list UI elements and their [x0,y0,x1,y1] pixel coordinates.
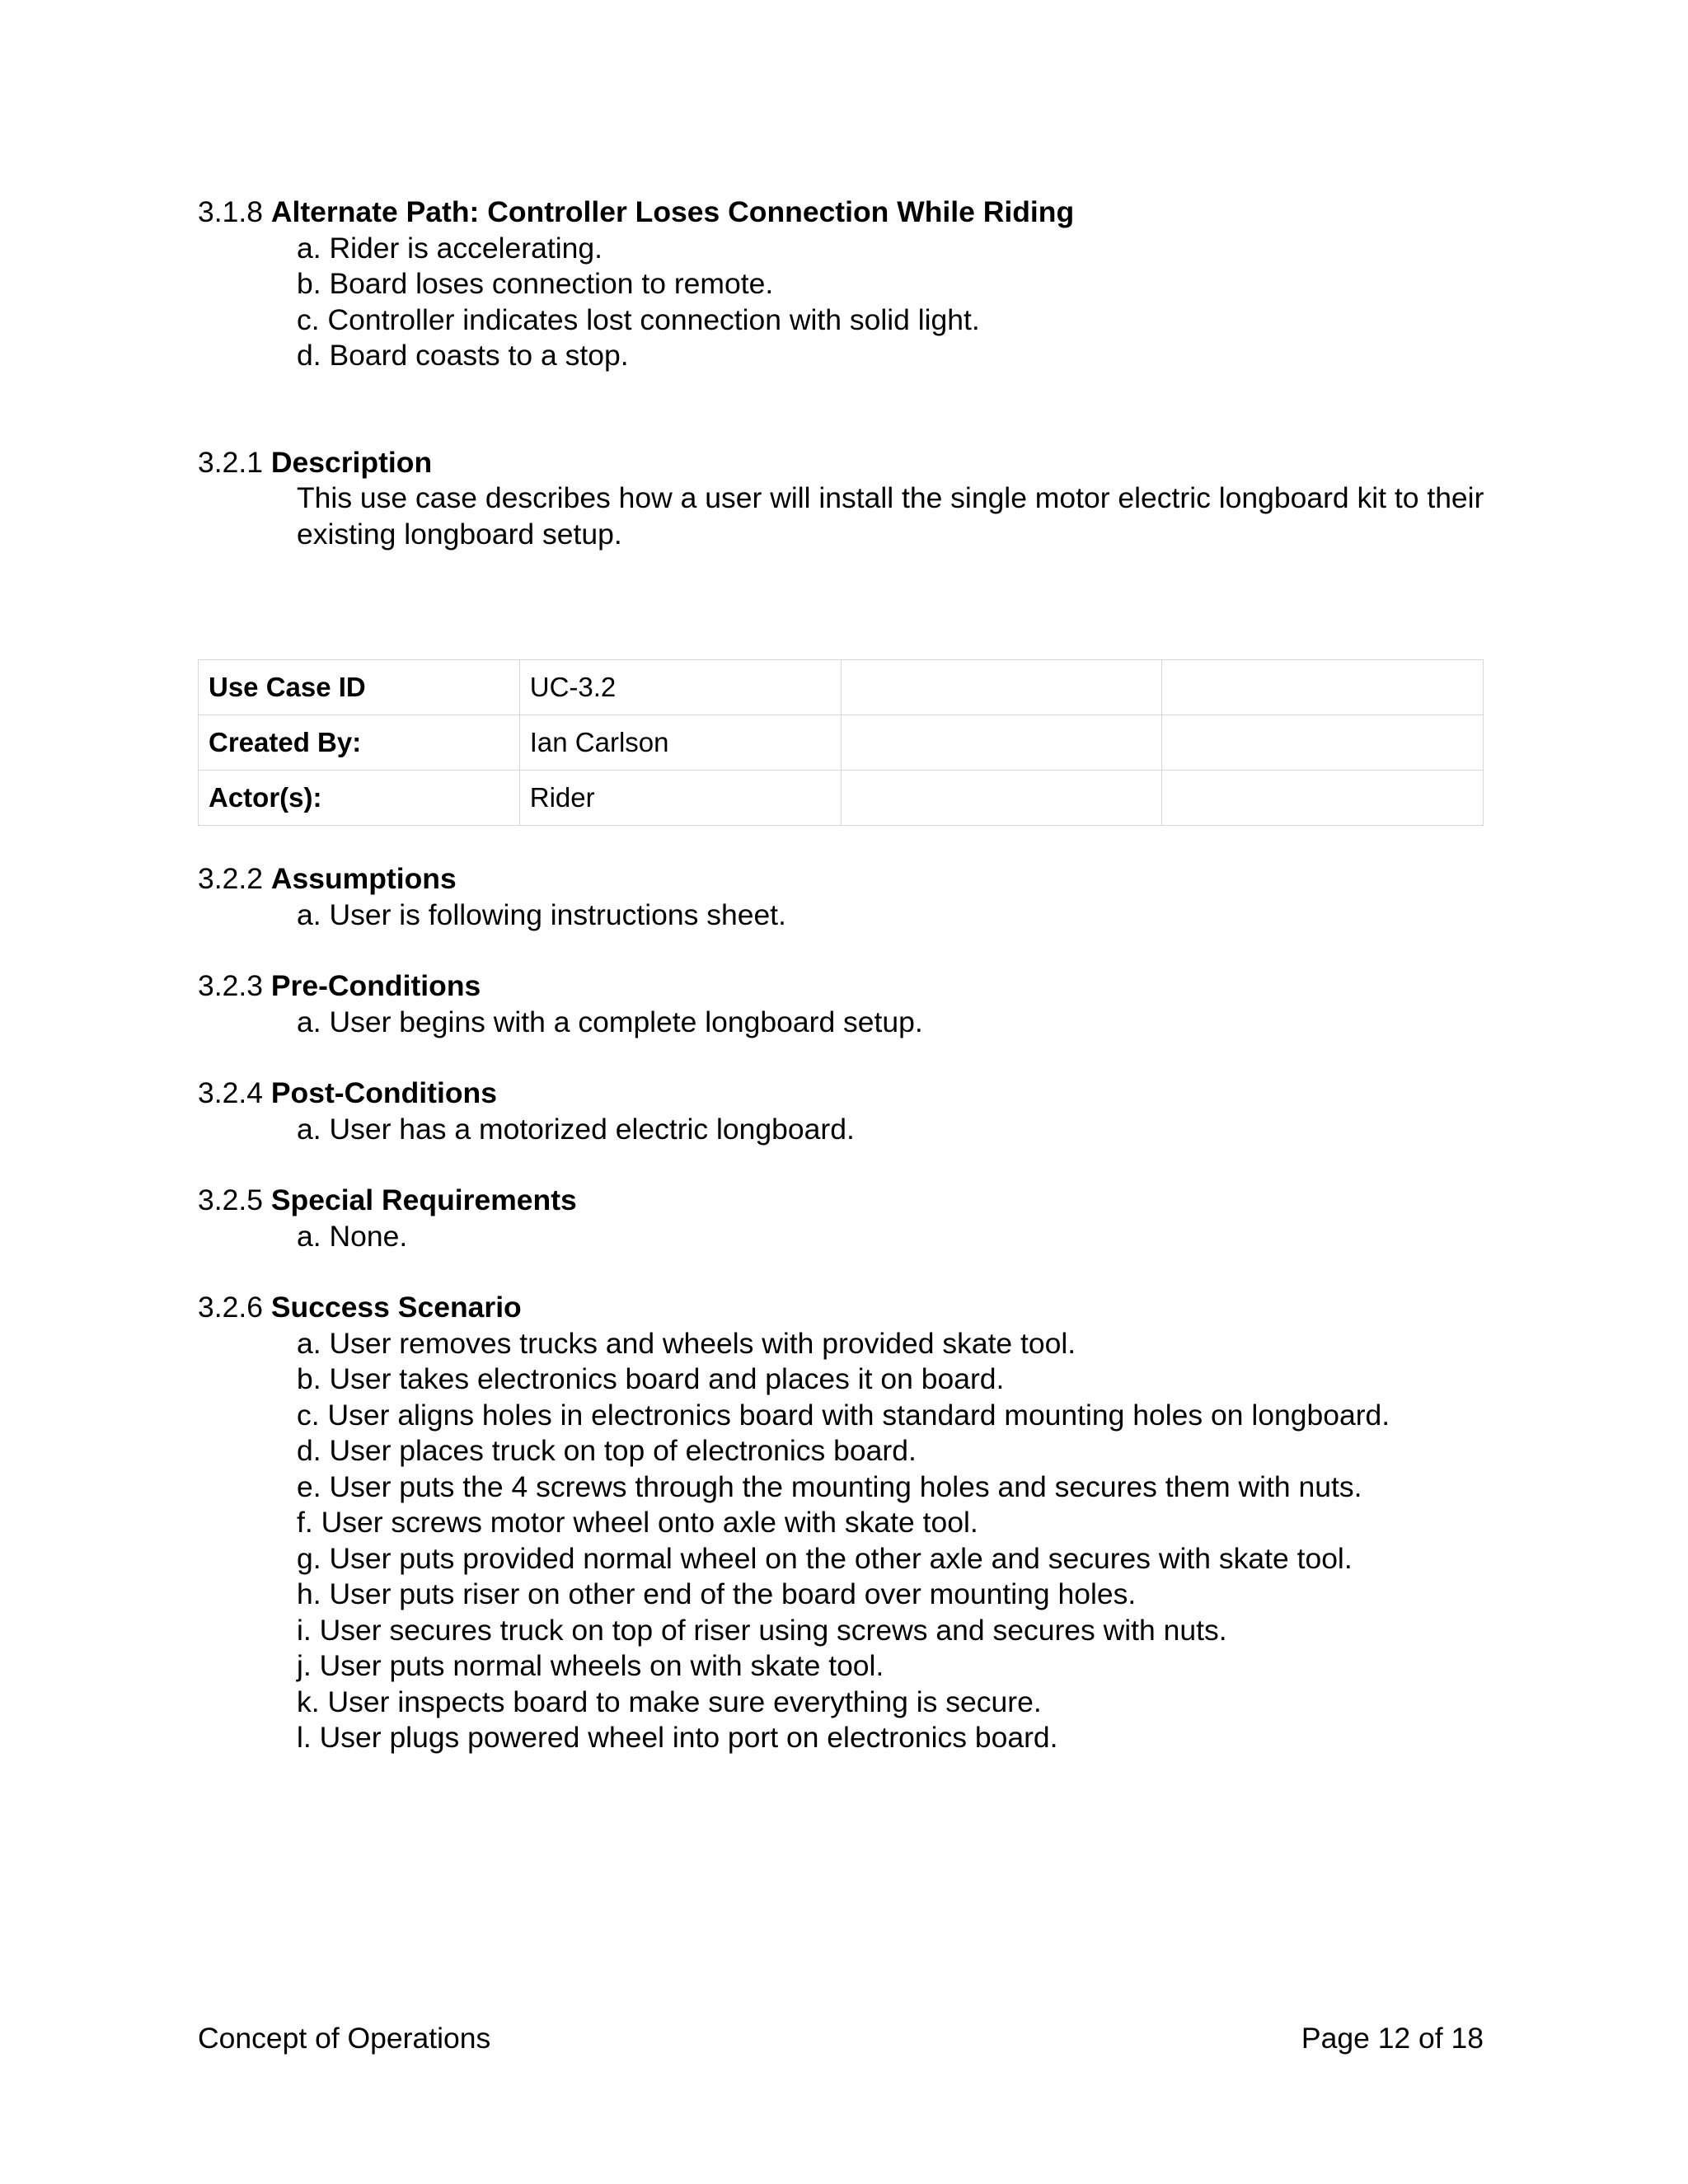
list-item [297,266,1484,302]
section-number: 3.2.4 [198,1076,263,1109]
section-title: Description [270,445,433,479]
list-text: Board coasts to a stop. [329,339,629,372]
section-3-2-5 [198,1183,1484,1254]
list-item [297,1469,1484,1506]
section-title: Pre-Conditions [270,969,481,1002]
table-cell-label: Use Case ID [199,660,520,715]
description-text: This use case describes how a user will install the single motor electric longboard kit to their existing longboard setup. [297,481,1484,551]
list-item [297,1219,1484,1255]
section-number: 3.2.3 [198,969,263,1002]
step-list [198,1326,1484,1756]
section-number: 3.2.6 [198,1291,263,1324]
spacer [198,1147,1484,1183]
list-text: User aligns holes in electronics board with standard mounting holes on longboard. [327,1398,1390,1432]
list-text: User inspects board to make sure everything is secure. [327,1685,1042,1718]
list-text: User screws motor wheel onto axle with skate tool. [321,1506,978,1539]
table-cell-value: Ian Carlson [519,715,841,771]
list-item [297,231,1484,267]
list-marker: a. [297,1112,321,1146]
table-cell-empty [841,660,1162,715]
list-marker: a. [297,231,321,265]
section-title: Alternate Path: Controller Loses Connection While Riding [270,195,1075,228]
step-list [198,231,1484,374]
list-item [297,1433,1484,1469]
list-item [297,1541,1484,1577]
list-text: User puts normal wheels on with skate tool. [319,1649,884,1682]
list-text: User secures truck on top of riser using screws and secures with nuts. [319,1613,1227,1647]
step-list [198,1112,1484,1148]
section-heading [198,1076,1484,1112]
list-item [297,1361,1484,1398]
list-text: User removes trucks and wheels with provided skate tool. [329,1326,1076,1360]
list-marker: a. [297,1326,321,1360]
list-marker: b. [297,1362,321,1395]
list-marker: f. [297,1506,313,1539]
list-text: User takes electronics board and places it on board. [329,1362,1005,1395]
step-list [198,898,1484,934]
spacer [198,552,1484,659]
spacer [198,933,1484,968]
list-text: User begins with a complete longboard setup. [329,1005,923,1038]
table-row [199,660,1484,715]
list-marker: e. [297,1469,321,1503]
table-cell-empty [841,771,1162,826]
table-cell-label: Actor(s): [199,771,520,826]
list-marker: a. [297,1005,321,1038]
list-marker: d. [297,1434,321,1467]
section-3-2-2 [198,861,1484,933]
list-text: None. [329,1219,408,1253]
list-marker: b. [297,267,321,300]
section-title: Post-Conditions [270,1076,497,1109]
section-3-2-3 [198,968,1484,1040]
list-text: User is following instructions sheet. [329,898,786,931]
table-cell-label: Created By: [199,715,520,771]
table-cell-empty [1162,715,1484,771]
section-heading [198,445,1484,481]
list-marker: j. [297,1649,312,1682]
section-heading [198,1290,1484,1326]
list-text: User puts riser on other end of the board over mounting holes. [329,1577,1137,1610]
section-number: 3.2.2 [198,862,263,895]
step-list [198,1005,1484,1041]
list-marker: i. [297,1613,312,1647]
section-3-2-1 [198,445,1484,553]
list-marker: c. [297,1398,320,1432]
section-number: 3.2.1 [198,445,263,479]
list-text: Rider is accelerating. [329,231,603,265]
spacer [198,374,1484,445]
list-item [297,1112,1484,1148]
list-marker: d. [297,339,321,372]
list-text: User places truck on top of electronics board. [329,1434,917,1467]
table-cell-empty [1162,771,1484,826]
step-list [198,1219,1484,1255]
section-heading [198,1183,1484,1219]
list-item [297,1577,1484,1613]
use-case-table [198,659,1484,826]
section-heading [198,861,1484,898]
spacer [198,1254,1484,1290]
section-3-1-8 [198,194,1484,374]
list-item [297,1005,1484,1041]
table-cell-empty [1162,660,1484,715]
list-marker: h. [297,1577,321,1610]
list-item [297,1398,1484,1434]
list-marker: a. [297,898,321,931]
list-item [297,338,1484,374]
table-cell-value: UC-3.2 [519,660,841,715]
list-item [297,1613,1484,1649]
section-3-2-4 [198,1076,1484,1147]
list-marker: g. [297,1541,321,1575]
spacer [198,826,1484,861]
list-marker: a. [297,1219,321,1253]
page-content [198,194,1484,1756]
list-text: User plugs powered wheel into port on electronics board. [319,1721,1058,1754]
list-item [297,1685,1484,1721]
section-3-2-6 [198,1290,1484,1756]
section-title: Success Scenario [270,1291,522,1324]
section-heading [198,194,1484,231]
section-title: Special Requirements [270,1183,577,1216]
list-marker: l. [297,1721,312,1754]
section-title: Assumptions [270,862,457,895]
list-text: User puts the 4 screws through the mounting holes and secures them with nuts. [329,1469,1362,1503]
footer-page-number: Page 12 of 18 [1301,2022,1484,2055]
footer-document-title: Concept of Operations [198,2022,491,2055]
list-text: User has a motorized electric longboard. [329,1112,855,1146]
list-item [297,898,1484,934]
list-item [297,1326,1484,1362]
table-row [199,715,1484,771]
section-number: 3.2.5 [198,1183,263,1216]
table-row [199,771,1484,826]
list-marker: c. [297,302,320,336]
list-text: User puts provided normal wheel on the other axle and secures with skate tool. [329,1541,1353,1575]
list-item [297,1648,1484,1685]
list-marker: k. [297,1685,320,1718]
table-cell-empty [841,715,1162,771]
list-item [297,302,1484,339]
list-item [297,1505,1484,1541]
table-cell-value: Rider [519,771,841,826]
list-text: Board loses connection to remote. [329,267,774,300]
list-text: Controller indicates lost connection with solid light. [327,302,980,336]
list-item [297,1720,1484,1756]
section-heading [198,968,1484,1005]
spacer [198,1040,1484,1076]
section-number: 3.1.8 [198,195,263,228]
